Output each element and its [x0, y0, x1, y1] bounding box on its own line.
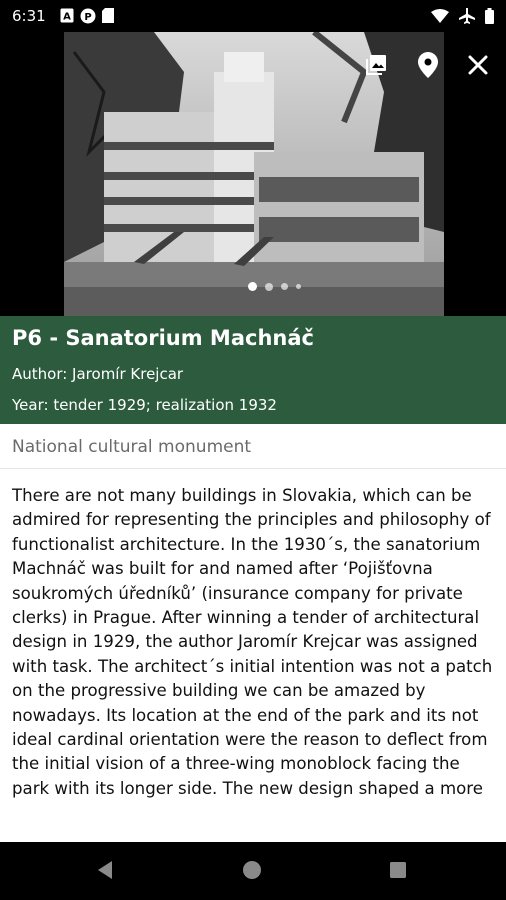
monument-status: National cultural monument [12, 437, 252, 457]
svg-text:P: P [84, 12, 92, 23]
svg-text:A: A [63, 11, 71, 23]
home-icon[interactable] [241, 859, 263, 885]
location-pin-icon[interactable] [418, 52, 438, 82]
pager-dot[interactable] [248, 282, 257, 291]
page-title: P6 - Sanatorium Machnáč [12, 326, 314, 350]
hero-actions [364, 52, 488, 82]
pager-dot[interactable] [296, 284, 301, 289]
title-panel [0, 316, 506, 424]
airplane-icon [459, 8, 475, 28]
year-label: Year: tender 1929; realization 1932 [12, 396, 277, 414]
status-bar [0, 0, 506, 32]
sd-card-icon [102, 8, 114, 28]
close-icon[interactable] [468, 55, 488, 79]
a-notification-icon [60, 8, 74, 28]
gallery-icon[interactable] [364, 53, 388, 81]
status-notification-icons [60, 8, 114, 28]
pager-dot[interactable] [265, 283, 273, 291]
p-notification-icon [80, 8, 96, 28]
author-label: Author: Jaromír Krejcar [12, 365, 184, 383]
recent-apps-icon[interactable] [389, 861, 407, 883]
wifi-icon [431, 9, 449, 27]
status-time: 6:31 [12, 7, 46, 25]
battery-icon [485, 8, 494, 28]
divider [0, 468, 506, 469]
gallery-pager [248, 282, 301, 291]
description-text: There are not many buildings in Slovakia, which can be admired for representing the principles and philosophy of functionalist architecture. In the 1930´s, the sanatorium Machnáč was built for and named after ‘Pojišťovna soukromých úředníků’ (insurance company for private clerks) in Prague. After winning a tender of architectural design in 1929, the author Jaromír Krejcar was assigned with task. The architect´s initial intention was not a patch on the progressive building we can be amazed by nowadays. Its location at the end of the park and its not ideal cardinal orientation were the reason to deflect from the initial vision of a three-wing monoblock facing the park with its longer side. The new design shaped a more [12, 486, 493, 798]
navigation-bar [0, 842, 506, 900]
photo-gallery[interactable] [0, 32, 506, 316]
pager-dot[interactable] [281, 283, 288, 290]
status-system-icons [431, 8, 494, 28]
back-icon[interactable] [96, 860, 114, 884]
